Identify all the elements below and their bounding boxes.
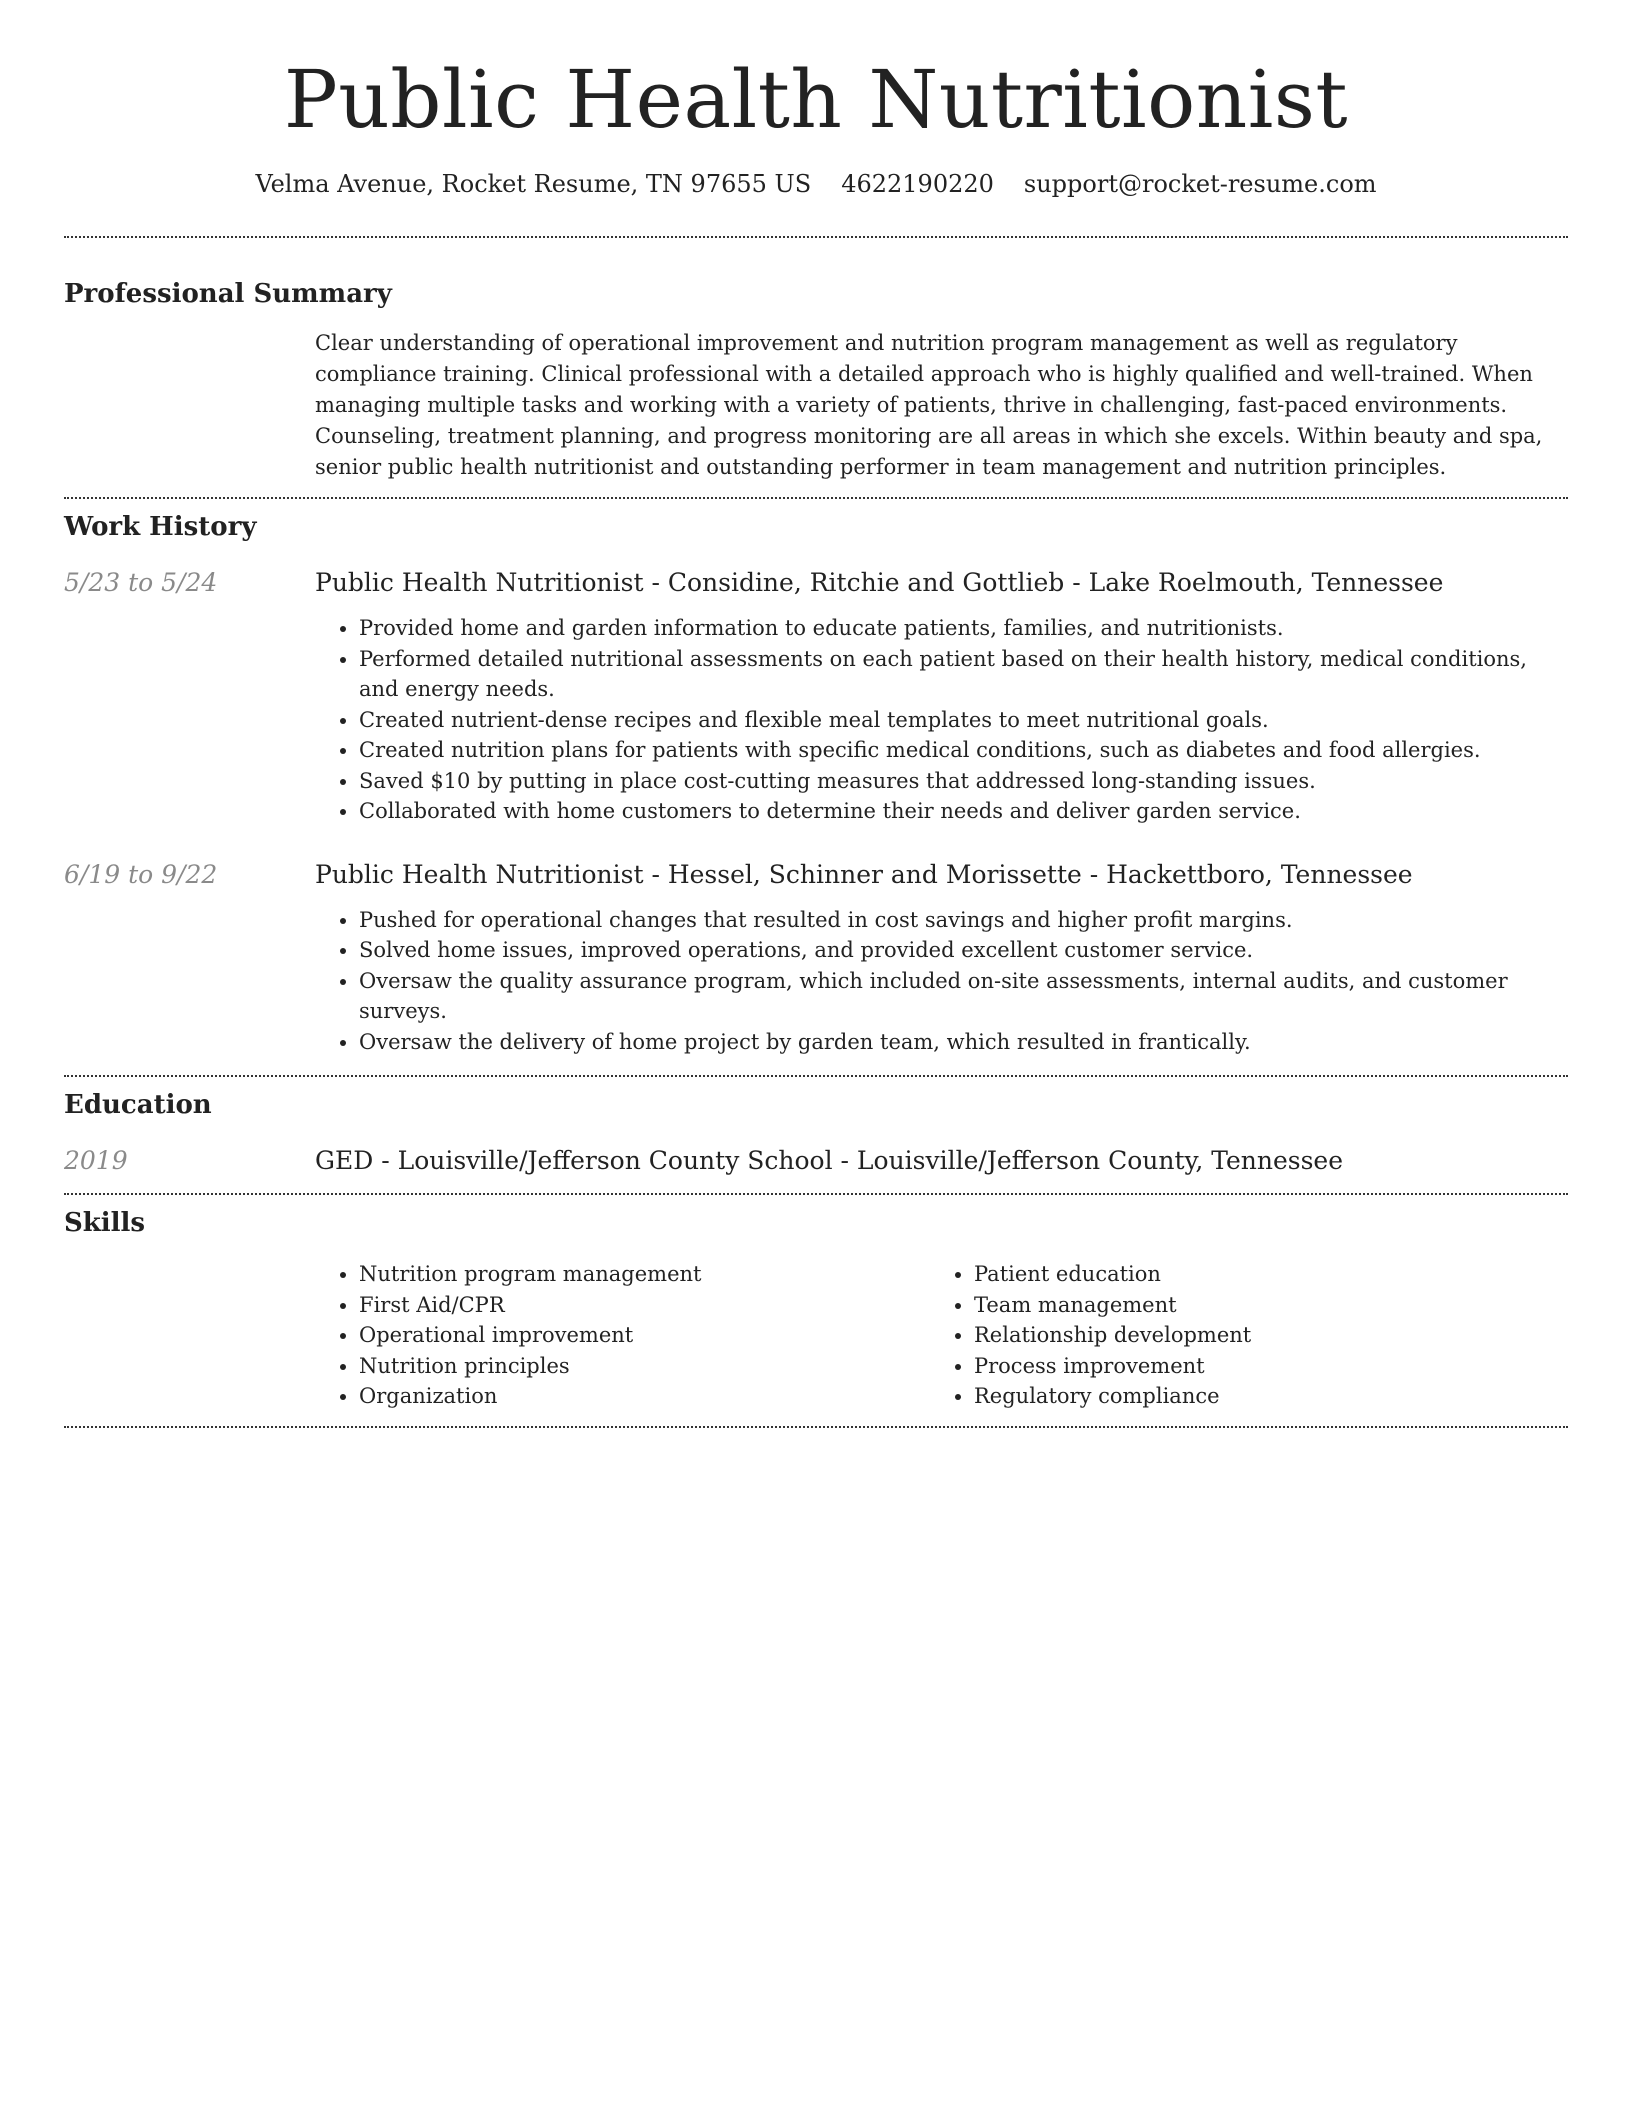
list-item: • Collaborated with home customers to determine their needs and deliver garden service. — [359, 796, 1568, 827]
education-heading: GED - Louisville/Jefferson County School - Louisville/Jefferson County, Tennessee — [315, 1146, 1343, 1175]
job-bullets — [315, 613, 1568, 827]
job-dates: 5/23 to 5/24 — [64, 568, 218, 597]
list-item: • Performed detailed nutritional assessments on each patient based on their health history, medical conditions, and energy needs. — [359, 644, 1568, 705]
job-bullets — [315, 905, 1568, 1058]
list-item: • Patient education — [974, 1259, 1545, 1290]
list-item: • Pushed for operational changes that resulted in cost savings and higher profit margins. — [359, 905, 1568, 936]
list-item: • Created nutrition plans for patients with specific medical conditions, such as diabetes and food allergies. — [359, 735, 1568, 766]
list-item: • Provided home and garden information to educate patients, families, and nutritionists. — [359, 613, 1568, 644]
list-item: • Team management — [974, 1290, 1545, 1321]
job-entry — [64, 857, 1568, 1058]
job-heading: Public Health Nutritionist - Hessel, Schinner and Morissette - Hackettboro, Tennessee — [315, 859, 1413, 889]
job-dates: 6/19 to 9/22 — [64, 859, 218, 889]
list-item: • Regulatory compliance — [974, 1381, 1545, 1412]
section-title-skills: Skills — [64, 1208, 146, 1238]
summary-row — [64, 328, 1568, 483]
list-item: • Operational improvement — [359, 1320, 930, 1351]
list-item: • Oversaw the quality assurance program, which included on-site assessments, internal audits, and customer surveys. — [359, 966, 1568, 1027]
job-entry — [64, 565, 1568, 827]
skills-column-left — [315, 1259, 930, 1412]
work-divider — [64, 1075, 1568, 1077]
contact-email: support@rocket-resume.com — [1023, 170, 1377, 198]
skills-list-left — [315, 1259, 930, 1412]
contact-phone: 4622190220 — [841, 170, 994, 198]
list-item: • Nutrition program management — [359, 1259, 930, 1290]
skills-grid — [315, 1259, 1568, 1412]
list-item: • Created nutrient-dense recipes and flexible meal templates to meet nutritional goals. — [359, 705, 1568, 736]
list-item: • Nutrition principles — [359, 1351, 930, 1382]
list-item: • Solved home issues, improved operations, and provided excellent customer service. — [359, 935, 1568, 966]
section-title-education: Education — [64, 1090, 212, 1120]
list-item: • Organization — [359, 1381, 930, 1412]
skills-column-right — [930, 1259, 1545, 1412]
section-title-work-history: Work History — [64, 512, 257, 542]
skills-divider — [64, 1426, 1568, 1428]
section-title-summary: Professional Summary — [64, 279, 392, 309]
skills-row — [64, 1259, 1568, 1412]
list-item: • Relationship development — [974, 1320, 1545, 1351]
resume-name: Public Health Nutritionist — [283, 53, 1349, 146]
contact-line — [64, 166, 1568, 202]
education-divider — [64, 1193, 1568, 1195]
list-item: • First Aid/CPR — [359, 1290, 930, 1321]
header-divider — [64, 236, 1568, 238]
contact-address: Velma Avenue, Rocket Resume, TN 97655 US — [255, 170, 812, 198]
education-entry — [64, 1143, 1568, 1179]
list-item: • Oversaw the delivery of home project by garden team, which resulted in frantically. — [359, 1027, 1568, 1058]
education-year: 2019 — [64, 1146, 128, 1175]
list-item: • Process improvement — [974, 1351, 1545, 1382]
list-item: • Saved $10 by putting in place cost-cutting measures that addressed long-standing issues. — [359, 766, 1568, 797]
summary-divider — [64, 497, 1568, 499]
job-heading: Public Health Nutritionist - Considine, Ritchie and Gottlieb - Lake Roelmouth, Tennessee — [315, 568, 1444, 597]
skills-list-right — [930, 1259, 1545, 1412]
resume-page — [64, 0, 1568, 1428]
summary-text: Clear understanding of operational improvement and nutrition program management as well as regulatory compliance training. Clinical professional with a detailed approach who is highly qualified and well-trained. When managing multiple tasks and working with a variety of patients, thrive in challenging, fast-paced environments. Counseling, treatment planning, and progress monitoring are all areas in which she excels. Within beauty and spa, senior public health nutritionist and outstanding performer in team management and nutrition principles. — [315, 331, 1543, 479]
